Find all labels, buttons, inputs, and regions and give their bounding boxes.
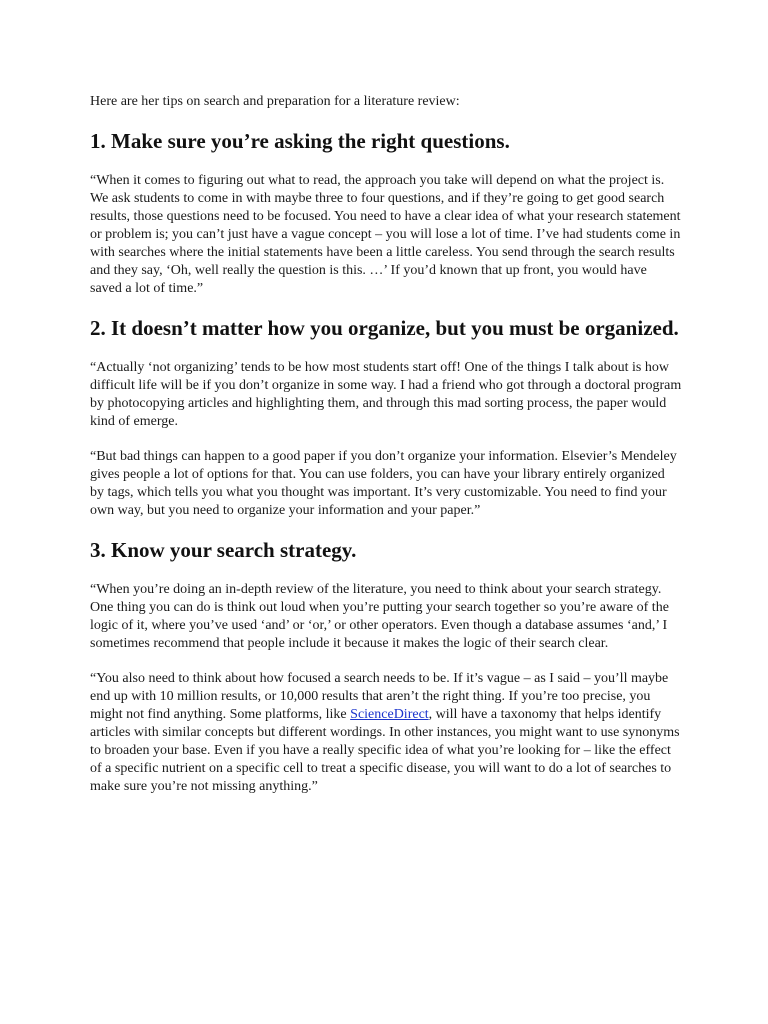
section-2-heading: 2. It doesn’t matter how you organize, but you must be organized. [90, 316, 679, 340]
section-1-paragraph-1: “When it comes to figuring out what to read, the approach you take will depend on what the project is. We ask students to come in with maybe three to four questions, and if they’re going to get good search results, those questions need to be focused. You need to have a clear idea of what your research statement or problem is; you can’t just have a vague concept – you will lose a lot of time. I’ve had students come in with searches where the initial statements have been a little careless. You send through the search results and they say, ‘Oh, well really the question is this. …’ If you’d known that up front, you would have saved a lot of time.” [90, 173, 681, 296]
paragraph-text-after-link: , will have a taxonomy that helps identify articles with similar concepts but different wordings. In other instances, you might want to use synonyms to broaden your base. Even if you have a really specific idea of what you’re looking for – like the effect of a specific nutrient on a specific cell to treat a specific disease, you will want to do a lot of searches to make sure you’re not missing anything.” [90, 707, 680, 794]
section-2-paragraph-1: “Actually ‘not organizing’ tends to be how most students start off! One of the things I talk about is how difficult life will be if you don’t organize in some way. I had a friend who got through a doctoral program by photocopying articles and highlighting them, and through this mad sorting process, the paper would kind of emerge. [90, 360, 682, 429]
section-3-heading: 3. Know your search strategy. [90, 538, 357, 562]
intro-text: Here are her tips on search and preparation for a literature review: [90, 94, 460, 109]
section-3-paragraph-1: “When you’re doing an in-depth review of the literature, you need to think about your search strategy. One thing you can do is think out loud when you’re putting your search together so you’re aware of the logic of it, where you’ve used ‘and’ or ‘or,’ or other operators. Even though a database assumes ‘and,’ I sometimes recommend that people include it because it makes the logic of their search clear. [90, 582, 669, 651]
sciencedirect-link[interactable]: ScienceDirect [350, 707, 429, 722]
section-3-paragraph-2 [90, 670, 682, 796]
document-page [90, 93, 682, 813]
paragraph-text-before-link: “You also need to think about how focused a search needs to be. If it’s vague – as I said – you’ll maybe end up with 10 million results, or 10,000 results that aren’t the right thing. If you’re too precise, you might not find anything. Some platforms, like [90, 671, 669, 722]
section-1-heading: 1. Make sure you’re asking the right questions. [90, 129, 510, 153]
section-2-paragraph-2: “But bad things can happen to a good paper if you don’t organize your information. Elsevier’s Mendeley gives people a lot of options for that. You can use folders, you can have your library entirely organized by tags, which tells you what you thought was important. It’s very customizable. You need to find your own way, but you need to organize your information and your paper.” [90, 449, 677, 518]
